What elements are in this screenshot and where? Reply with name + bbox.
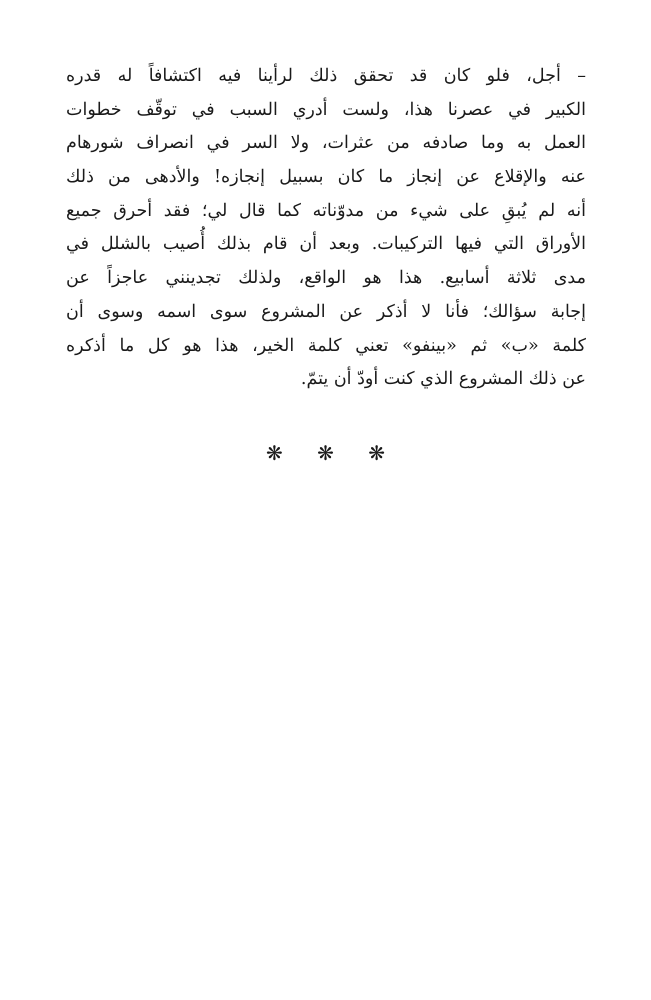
text-line: الأوراق التي فيها التركيبات. وبعد أن قام بذلك أُصيب بالشلل في xyxy=(66,234,586,255)
section-separator-asterisms: ❋ ❋ ❋ xyxy=(266,441,399,465)
text-line: العمل به وما صادفه من عثرات، ولا السر في انصراف شورهام xyxy=(66,133,586,154)
text-line: كلمة «ب» ثم «بينفو» تعني كلمة الخير، هذا هو كل ما أذكره xyxy=(66,335,586,356)
text-line: عن ذلك المشروع الذي كنت أودّ أن يتمّ. xyxy=(300,369,586,390)
text-line: الكبير في عصرنا هذا، ولست أدري السبب في توقّف خطوات xyxy=(66,99,586,120)
text-line: عنه والإقلاع عن إنجاز ما كان بسبيل إنجازه! والأدهى من ذلك xyxy=(66,167,586,188)
text-line: إجابة سؤالك؛ فأنا لا أذكر عن المشروع سوى اسمه وسوى أن xyxy=(66,301,586,322)
text-line: – أجل، فلو كان قد تحقق ذلك لرأينا فيه اكتشافاً له قدره xyxy=(66,66,586,86)
dialogue-paragraph xyxy=(66,60,586,397)
text-line: مدى ثلاثة أسابيع. هذا هو الواقع، ولذلك تجدينني عاجزاً عن xyxy=(66,268,586,289)
text-line: أنه لم يُبقِ على شيء من مدوّناته كما قال لي؛ فقد أحرق جميع xyxy=(66,200,586,221)
